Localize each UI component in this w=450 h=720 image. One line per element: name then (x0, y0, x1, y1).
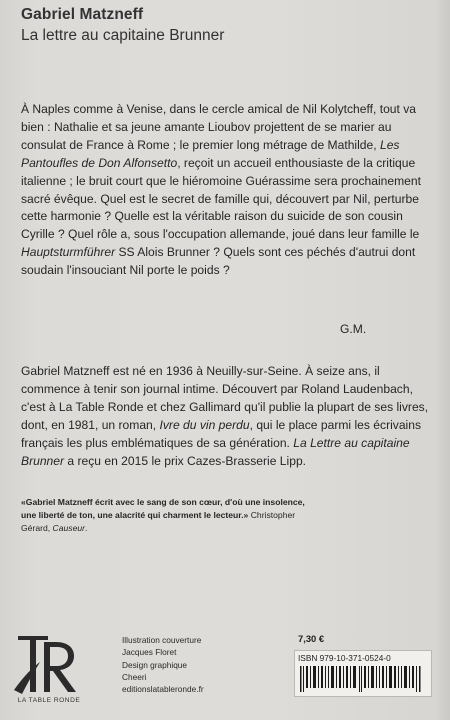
blurb-text (21, 101, 436, 280)
film-title: Les Pantoufles de Don Alfonsetto (21, 137, 400, 170)
blurb-part-3: SS Alois Brunner ? Quels sont ces péchés d'autrui dont soudain l'insouciant Nil porte le poids ? (21, 245, 416, 278)
quote-end: . (85, 523, 88, 533)
quote-attribution: Christopher Gérard, (21, 510, 296, 533)
price: 7,30 € (298, 633, 325, 644)
credit-design-label: Design graphique (122, 659, 188, 670)
author-name: Gabriel Matzneff (21, 6, 144, 23)
publisher-logo-icon (10, 628, 86, 700)
publisher-name: LA TABLE RONDE (17, 697, 81, 704)
bio-book-title: La Lettre au capitaine Brunner (21, 435, 410, 468)
credit-design-name: Cheeri (122, 671, 147, 682)
bio-part-2: , qui le place parmi les écrivains français les plus emblématiques de sa génération. (21, 417, 422, 450)
blurb-part-1: À Naples comme à Venise, dans le cercle amical de Nil Kolytcheff, tout va bien : Nathalie et sa jeune amante Lioubov projettent de se marier au consulat de France à Rome ; le premier long métrage de Mathilde, (21, 102, 417, 152)
credit-illustration-name: Jacques Floret (122, 647, 177, 658)
spine-shadow (436, 0, 450, 720)
credits (122, 634, 272, 695)
credit-illustration-label: Illustration couverture (122, 635, 202, 645)
blurb-paragraph (21, 101, 436, 280)
bio-part-3: a reçu en 2015 le prix Cazes-Brasserie Lipp. (64, 453, 307, 468)
blurb-signature: G.M. (340, 322, 367, 336)
bio-novel-title: Ivre du vin perdu (159, 417, 250, 432)
barcode-icon (300, 666, 424, 692)
bio-part-1: Gabriel Matzneff est né en 1936 à Neuilly-sur-Seine. À seize ans, il commence à tenir son journal intime. Découvert par Roland Laudenbach, c'est à La Table Ronde et chez Gallimard qu'il publie la plupart de ses livres, dont, en 1981, un roman, (21, 364, 429, 432)
isbn: ISBN 979-10-371-0524-0 (298, 653, 391, 663)
rank-title: Hauptsturmführer (21, 245, 116, 260)
quote-source: Causeur (52, 523, 86, 533)
book-title: La lettre au capitaine Brunner (21, 27, 225, 44)
press-quote (21, 496, 321, 535)
author-bio (21, 363, 436, 470)
quote-text: «Gabriel Matzneff écrit avec le sang de son cœur, d'où une insolence, une liberté de ton, une alacrité qui charment le lecteur.» (21, 497, 305, 520)
blurb-part-2: , reçoit un accueil enthousiaste de la critique italienne ; le bruit court que le hiéromoine Guérassime sera prochainement sacré évêque. Quel est le secret de famille qui, découvert par Nil, perturbe cette harmonie ? Quelle est la véritable raison du suicide de son cousin Cyrille ? Quel rôle a, sous l'occupation allemande, joué dans leur famille le (21, 155, 421, 242)
publisher-website: editionslatableronde.fr (122, 684, 204, 695)
